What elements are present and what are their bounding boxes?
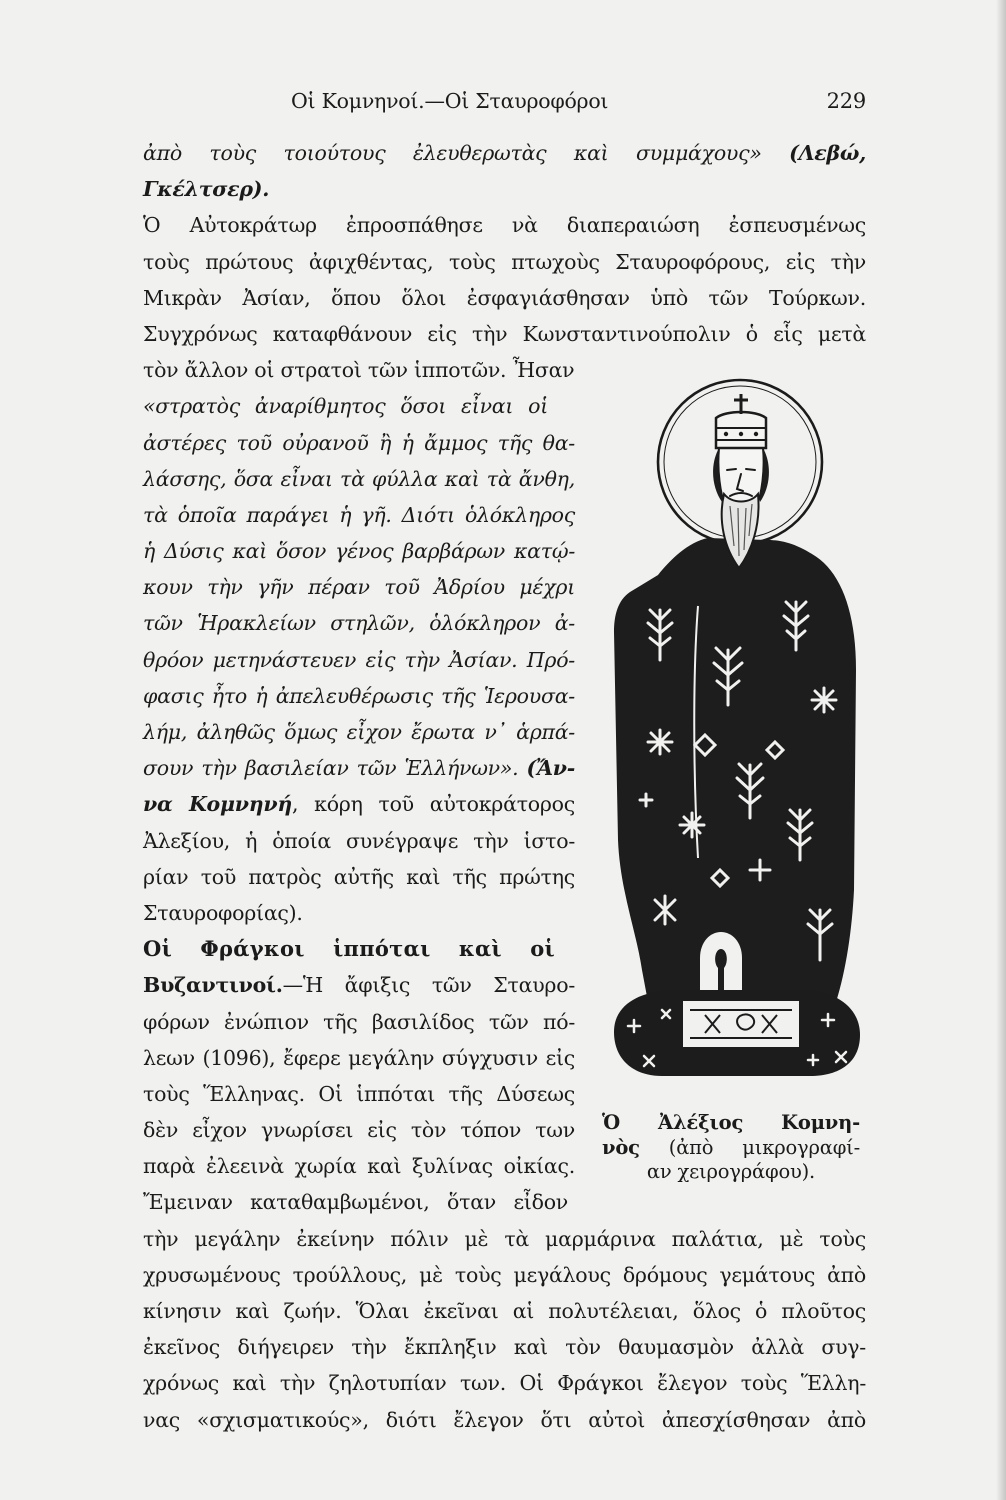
text-run: ἀπὸ τοὺς τοιούτους ἐλευθερωτὰς καὶ συμμάχους» bbox=[143, 141, 790, 165]
citation: (Ἄν- bbox=[526, 756, 575, 781]
quote-run: φασις ἦτο ἡ ἀπελευθέρωσις τῆς Ἱερουσα- bbox=[143, 683, 575, 708]
text-line bbox=[143, 569, 575, 605]
page-number: 229 bbox=[826, 89, 866, 113]
text-line bbox=[143, 605, 575, 641]
text-run: νας «σχισματικούς», διότι ἔλεγον ὅτι αὐτοὶ ἀπεσχίσθησαν ἀπὸ bbox=[143, 1407, 866, 1432]
text-line bbox=[143, 1112, 575, 1148]
caption-run: αν χειρογράφου). bbox=[646, 1160, 816, 1183]
text-run: Μικρὰν Ἀσίαν, ὅπου ὅλοι ἐσφαγιάσθησαν ὑπὸ τῶν Τούρκων. bbox=[143, 285, 866, 310]
text-run: τὸν ἄλλον οἱ στρατοὶ τῶν ἱπποτῶν. Ἦσαν bbox=[143, 358, 575, 383]
quote-run: λάσσης, ὅσα εἶναι τὰ φύλλα καὶ τὰ ἄνθη, bbox=[143, 466, 575, 491]
text-run: ρίαν τοῦ πατρὸς αὐτῆς καὶ τῆς πρώτης bbox=[143, 864, 575, 889]
section-heading bbox=[143, 931, 555, 967]
text-line bbox=[143, 678, 575, 714]
carpet bbox=[682, 1000, 800, 1048]
quote-run: θρόον μετηνάστευεν εἰς τὴν Ἀσίαν. Πρό- bbox=[143, 647, 575, 672]
crown bbox=[716, 412, 766, 448]
figure bbox=[600, 370, 865, 1090]
text-run: ἐκεῖνος διήγειρεν τὴν ἔκπληξιν καὶ τὸν θαυμασμὸν ἀλλὰ συγ- bbox=[143, 1335, 866, 1360]
text-line bbox=[143, 316, 866, 352]
text-line bbox=[143, 1365, 866, 1401]
caption-line bbox=[602, 1111, 860, 1136]
running-title: Οἱ Κομνηνοί.—Οἱ Σταυροφόροι bbox=[291, 89, 609, 113]
text-run: —Ἡ ἄφιξις τῶν Σταυρο- bbox=[282, 973, 575, 998]
text-line bbox=[143, 1004, 575, 1040]
quote-run: τὰ ὁποῖα παράγει ἡ γῆ. Διότι ὁλόκληρος bbox=[143, 502, 575, 527]
text-run: Ὁ Αὐτοκράτωρ ἐπροσπάθησε νὰ διαπεραιώση ἐσπευσμένως bbox=[143, 213, 866, 238]
text-run: Ἔμειναν καταθαμβωμένοι, ὅταν εἶδον bbox=[143, 1190, 568, 1215]
quote-run: ἀστέρες τοῦ οὐρανοῦ ἢ ἡ ἄμμος τῆς θα- bbox=[143, 430, 575, 455]
caption-run: νὸς bbox=[602, 1135, 640, 1159]
text-line bbox=[143, 1076, 575, 1112]
caption-line bbox=[602, 1136, 860, 1161]
quote-run: «στρατὸς ἀναρίθμητος ὅσοι εἶναι οἱ bbox=[143, 394, 548, 419]
caption-line bbox=[602, 1160, 860, 1185]
text-line bbox=[143, 135, 866, 171]
text-line bbox=[143, 388, 548, 424]
text-line bbox=[143, 1293, 866, 1329]
heading-run: Βυζαντινοί. bbox=[143, 973, 283, 998]
text-run: χρόνως καὶ τὴν ζηλοτυπίαν των. Οἱ Φράγκοι ἔλεγον τοὺς Ἕλλη- bbox=[143, 1371, 866, 1396]
text-line bbox=[143, 171, 866, 207]
heading-run: Οἱ Φράγκοι ἱππόται καὶ οἱ bbox=[143, 936, 555, 962]
text-run: Συγχρόνως καταφθάνουν εἰς τὴν Κωνσταντινούπολιν ὁ εἷς μετὰ bbox=[143, 321, 866, 346]
text-line bbox=[143, 823, 575, 859]
caption-run: (ἀπὸ μικρογραφί- bbox=[639, 1135, 860, 1159]
text-run: , κόρη τοῦ αὐτοκράτορος bbox=[292, 792, 575, 817]
text-run: τοὺς πρώτους ἀφιχθέντας, τοὺς πτωχοὺς Σταυροφόρους, εἰς τὴν bbox=[143, 249, 866, 274]
text-line bbox=[143, 1221, 866, 1257]
text-run: χρυσωμένους τρούλλους, μὲ τοὺς μεγάλους δρόμους γεμάτους ἀπὸ bbox=[143, 1262, 866, 1287]
text-run: Σταυροφορίας). bbox=[143, 900, 303, 925]
text-line bbox=[143, 461, 575, 497]
text-run: Ἀλεξίου, ἡ ὁποία συνέγραψε τὴν ἱστο- bbox=[143, 828, 575, 853]
text-line bbox=[143, 207, 866, 243]
text-line bbox=[143, 895, 575, 931]
text-line bbox=[143, 280, 866, 316]
citation: Γκέλτσερ). bbox=[143, 177, 270, 202]
caption-run: Ὁ Ἀλέξιος Κομνη- bbox=[602, 1111, 860, 1134]
text-run: τὴν μεγάλην ἐκείνην πόλιν μὲ τὰ μαρμάρινα παλάτια, μὲ τοὺς bbox=[143, 1226, 866, 1251]
citation: (Λεβώ, bbox=[789, 141, 866, 165]
text-run: φόρων ἐνώπιον τῆς βασιλίδος τῶν πό- bbox=[143, 1009, 575, 1034]
text-line bbox=[143, 244, 866, 280]
text-line bbox=[143, 859, 575, 895]
text-line bbox=[143, 967, 575, 1003]
text-line bbox=[143, 1402, 866, 1438]
quote-run: τῶν Ἡρακλείων στηλῶν, ὁλόκληρον ἀ- bbox=[143, 611, 575, 636]
text-line bbox=[143, 1257, 866, 1293]
text-line bbox=[143, 642, 575, 678]
text-line bbox=[143, 1184, 568, 1220]
text-line bbox=[143, 786, 575, 822]
text-run: δὲν εἶχον γνωρίσει εἰς τὸν τόπον των bbox=[143, 1118, 575, 1143]
text-line bbox=[143, 750, 575, 786]
text-line bbox=[143, 1040, 575, 1076]
quote-run: ἡ Δύσις καὶ ὅσον γένος βαρβάρων κατῴ- bbox=[143, 539, 575, 564]
quote-run: σουν τὴν βασιλείαν τῶν Ἑλλήνων». bbox=[143, 756, 527, 781]
quote-run: κουν τὴν γῆν πέραν τοῦ Ἀδρίου μέχρι bbox=[143, 575, 575, 600]
text-line bbox=[143, 352, 575, 388]
text-line bbox=[143, 714, 575, 750]
text-line bbox=[143, 425, 575, 461]
text-line bbox=[143, 1329, 866, 1365]
citation: να Κομνηνή bbox=[143, 792, 292, 817]
text-run: λεων (1096), ἔφερε μεγάλην σύγχυσιν εἰς bbox=[143, 1045, 575, 1070]
text-line bbox=[143, 497, 575, 533]
text-line bbox=[143, 1148, 575, 1184]
text-line bbox=[143, 533, 575, 569]
page-edge-shadow bbox=[996, 0, 1006, 1500]
text-run: παρὰ ἐλεεινὰ χωρία καὶ ξυλίνας οἰκίας. bbox=[143, 1154, 575, 1179]
figure-caption bbox=[602, 1111, 860, 1185]
alexios-komnenos-portrait bbox=[600, 370, 865, 1090]
text-run: τοὺς Ἕλληνας. Οἱ ἱππόται τῆς Δύσεως bbox=[143, 1081, 575, 1106]
text-run: κίνησιν καὶ ζωήν. Ὅλαι ἐκεῖναι αἱ πολυτέλειαι, ὅλος ὁ πλοῦτος bbox=[143, 1299, 866, 1323]
quote-run: λήμ, ἀληθῶς ὅμως εἶχον ἔρωτα ν᾿ ἁρπά- bbox=[143, 720, 575, 744]
